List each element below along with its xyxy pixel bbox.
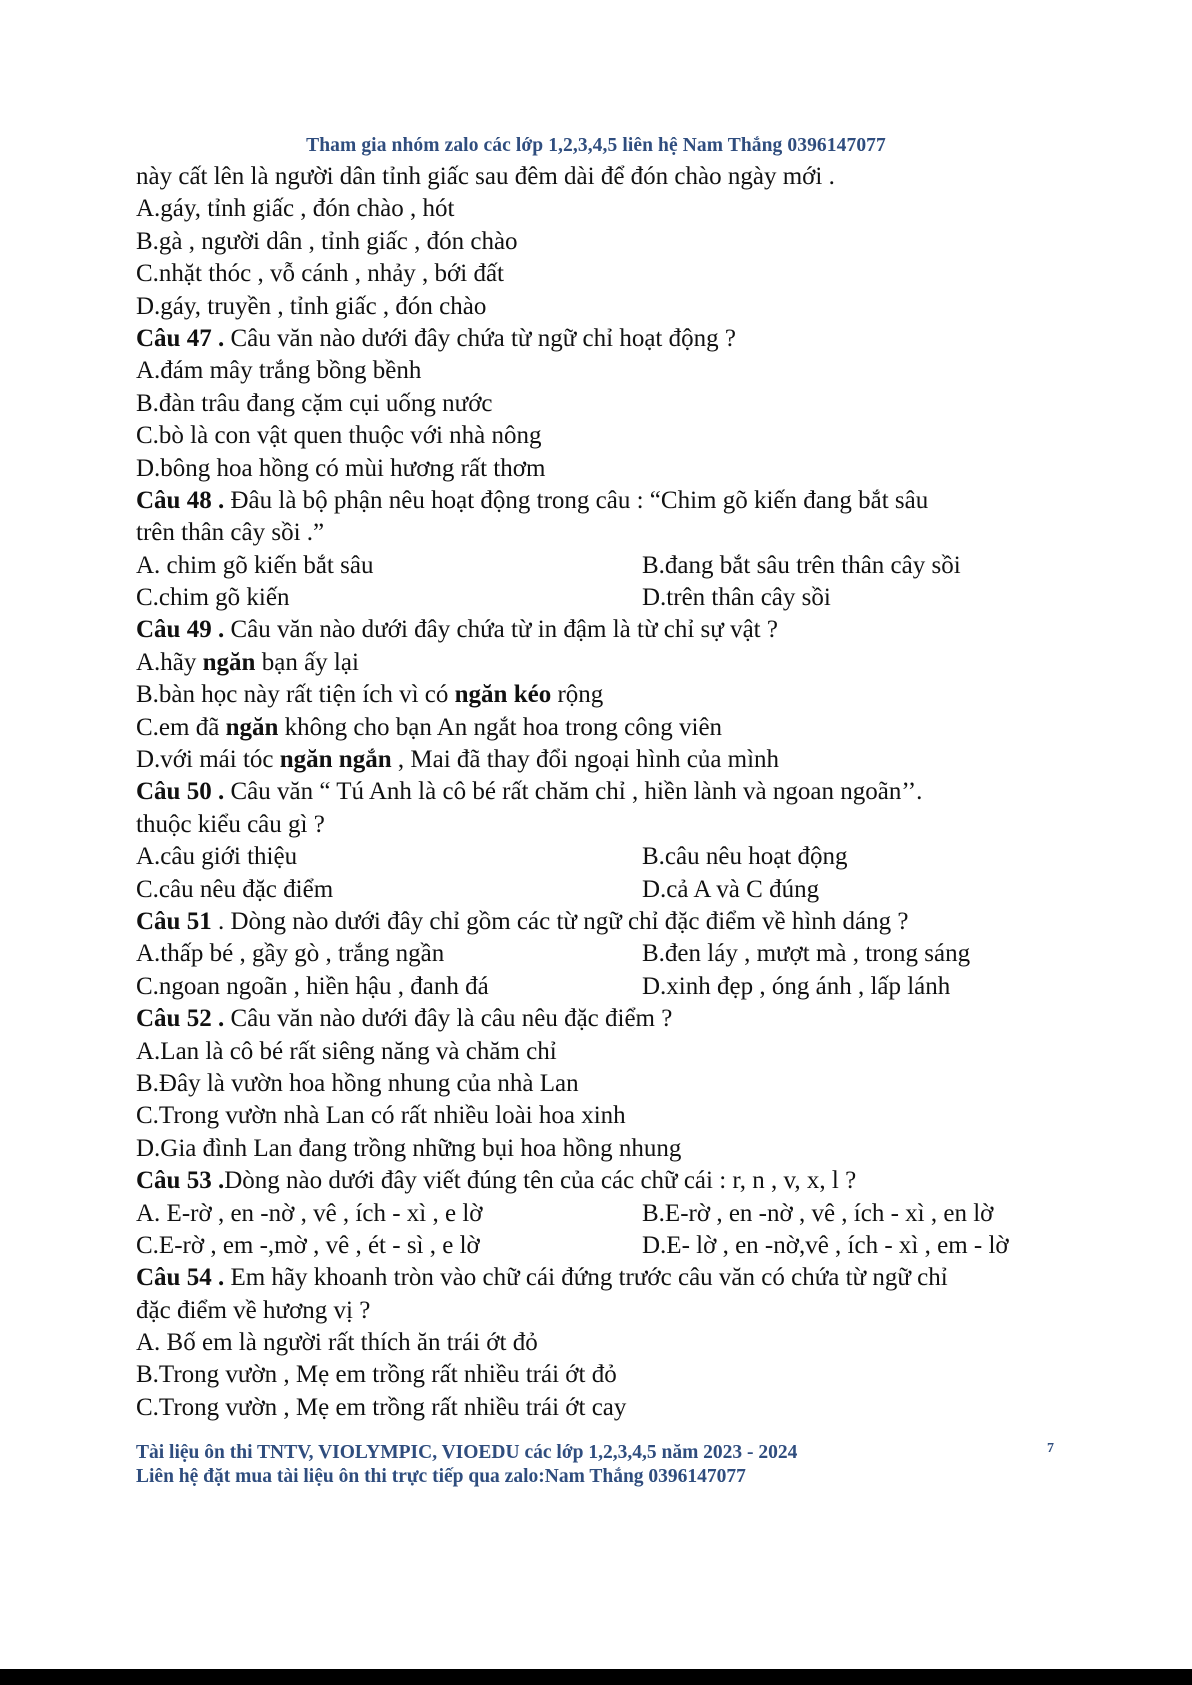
q46-option-b: B.gà , người dân , tỉnh giấc , đón chào [136,227,518,255]
q48-options-row-2 [136,582,1066,614]
page-header: Tham gia nhóm zalo các lớp 1,2,3,4,5 liên hệ Nam Thắng 0396147077 [306,135,886,156]
q54-option-a: A. Bố em là người rất thích ăn trái ớt đỏ [136,1329,538,1357]
page-number: 7 [1047,1441,1054,1456]
q53-options-row-1 [136,1198,1066,1230]
q50-question [136,776,1066,808]
q53-option-b: B.E-rờ , en -nờ , vê , ích - xì , en lờ [642,1199,994,1227]
q50-option-a: A.câu giới thiệu [136,843,298,871]
q49-c-bold: ngăn [225,713,279,741]
q48-option-a: A. chim gõ kiến bắt sâu [136,551,374,579]
q48-options-row-1 [136,550,1066,582]
q53-option-c: C.E-rờ , em -,mờ , vê , ét - sì , e lờ [136,1231,480,1259]
q54-text: Em hãy khoanh tròn vào chữ cái đứng trước câu văn có chứa từ ngữ chỉ [224,1264,948,1292]
q54-option-c: C.Trong vườn , Mẹ em trồng rất nhiều trái ớt cay [136,1393,627,1421]
q50-number: Câu 50 . [136,778,225,806]
q54-number: Câu 54 . [136,1264,225,1292]
document-body [136,161,1066,1424]
q49-question [136,614,1066,646]
q49-number: Câu 49 . [136,616,225,644]
q49-option-b [136,679,1066,711]
q53-options-row-2 [136,1230,1066,1262]
q48-question [136,485,1066,517]
q51-option-c: C.ngoan ngoãn , hiền hậu , đanh đá [136,972,489,1000]
q47-number: Câu 47 . [136,324,225,352]
q54-option-b: B.Trong vườn , Mẹ em trồng rất nhiều trái ớt đỏ [136,1361,617,1389]
q49-c-post: không cho bạn An ngắt hoa trong công viên [278,713,723,741]
q49-a-bold: ngăn [202,648,256,676]
q53-number: Câu 53 . [136,1167,225,1195]
q49-a-pre: A.hãy [136,648,203,676]
q49-d-pre: D.với mái tóc [136,746,280,774]
footer-line-2: Liên hệ đặt mua tài liệu ôn thi trực tiếp qua zalo:Nam Thắng 0396147077 [136,1466,746,1487]
q47-text: Câu văn nào dưới đây chứa từ ngữ chỉ hoạt động ? [224,324,736,352]
q50-options-row-2 [136,874,1066,906]
q50-text: Câu văn “ Tú Anh là cô bé rất chăm chỉ , hiền lành và ngoan ngoãn’’. [224,778,923,806]
q49-b-post: rộng [551,681,604,709]
q53-question [136,1165,1066,1197]
q50-option-b: B.câu nêu hoạt động [642,843,848,871]
q47-option-d: D.bông hoa hồng có mùi hương rất thơm [136,454,546,482]
footer-line-1: Tài liệu ôn thi TNTV, VIOLYMPIC, VIOEDU các lớp 1,2,3,4,5 năm 2023 - 2024 [136,1442,798,1463]
q49-b-pre: B.bàn học này rất tiện ích vì có [136,681,455,709]
q47-question [136,323,1066,355]
q51-number: Câu 51 [136,907,212,935]
q46-option-c: C.nhặt thóc , vỗ cánh , nhảy , bới đất [136,260,505,288]
q49-a-post: bạn ấy lại [255,648,359,676]
q51-question [136,906,1066,938]
q49-option-a [136,647,1066,679]
q49-option-c [136,712,1066,744]
q52-option-a: A.Lan là cô bé rất siêng năng và chăm chỉ [136,1037,557,1065]
q49-d-post: , Mai đã thay đổi ngoại hình của mình [391,746,780,774]
q48-question-cont: trên thân cây sồi .” [136,519,325,547]
q52-text: Câu văn nào dưới đây là câu nêu đặc điểm ? [224,1005,673,1033]
q51-options-row-1 [136,938,1066,970]
q48-number: Câu 48 . [136,486,225,514]
q52-question [136,1003,1066,1035]
q53-option-d: D.E- lờ , en -nờ,vê , ích - xì , em - lờ [642,1231,1009,1259]
q49-option-d [136,744,1066,776]
q51-options-row-2 [136,971,1066,1003]
q51-option-a: A.thấp bé , gầy gò , trắng ngần [136,940,445,968]
continuation-text: này cất lên là người dân tỉnh giấc sau đêm dài để đón chào ngày mới . [136,163,835,190]
bottom-edge-band [0,1669,1192,1685]
q50-option-c: C.câu nêu đặc điểm [136,875,334,903]
q54-question [136,1262,1066,1294]
q48-option-c: C.chim gõ kiến [136,584,290,612]
q50-options-row-1 [136,841,1066,873]
q46-option-d: D.gáy, truyền , tỉnh giấc , đón chào [136,292,487,320]
q51-option-d: D.xinh đẹp , óng ánh , lấp lánh [642,972,951,1000]
q48-option-b: B.đang bắt sâu trên thân cây sồi [642,551,961,579]
q46-option-a: A.gáy, tỉnh giấc , đón chào , hót [136,195,455,223]
page-footer [136,1441,1066,1489]
q49-c-pre: C.em đã [136,713,226,741]
q49-d-bold: ngăn ngắn [279,746,392,774]
q47-option-c: C.bò là con vật quen thuộc với nhà nông [136,422,542,450]
q48-option-d: D.trên thân cây sồi [642,584,831,612]
q49-b-bold: ngăn kéo [454,681,552,709]
q54-question-cont: đặc điểm về hương vị ? [136,1296,371,1324]
q47-option-a: A.đám mây trắng bồng bềnh [136,357,422,385]
q51-text: . Dòng nào dưới đây chỉ gồm các từ ngữ chỉ đặc điểm về hình dáng ? [211,907,909,935]
q52-option-c: C.Trong vườn nhà Lan có rất nhiều loài hoa xinh [136,1102,626,1130]
q53-option-a: A. E-rờ , en -nờ , vê , ích - xì , e lờ [136,1199,483,1227]
q52-number: Câu 52 . [136,1005,225,1033]
q48-text: Đâu là bộ phận nêu hoạt động trong câu : “Chim gõ kiến đang bắt sâu [224,486,929,514]
q52-option-b: B.Đây là vườn hoa hồng nhung của nhà Lan [136,1069,579,1097]
q51-option-b: B.đen láy , mượt mà , trong sáng [642,940,971,968]
q50-option-d: D.cả A và C đúng [642,875,820,903]
q47-option-b: B.đàn trâu đang cặm cụi uống nước [136,389,493,417]
q49-text: Câu văn nào dưới đây chứa từ in đậm là từ chỉ sự vật ? [224,616,778,644]
q52-option-d: D.Gia đình Lan đang trồng những bụi hoa hồng nhung [136,1134,682,1162]
q50-question-cont: thuộc kiểu câu gì ? [136,810,325,838]
q53-text: Dòng nào dưới đây viết đúng tên của các chữ cái : r, n , v, x, l ? [224,1167,857,1195]
